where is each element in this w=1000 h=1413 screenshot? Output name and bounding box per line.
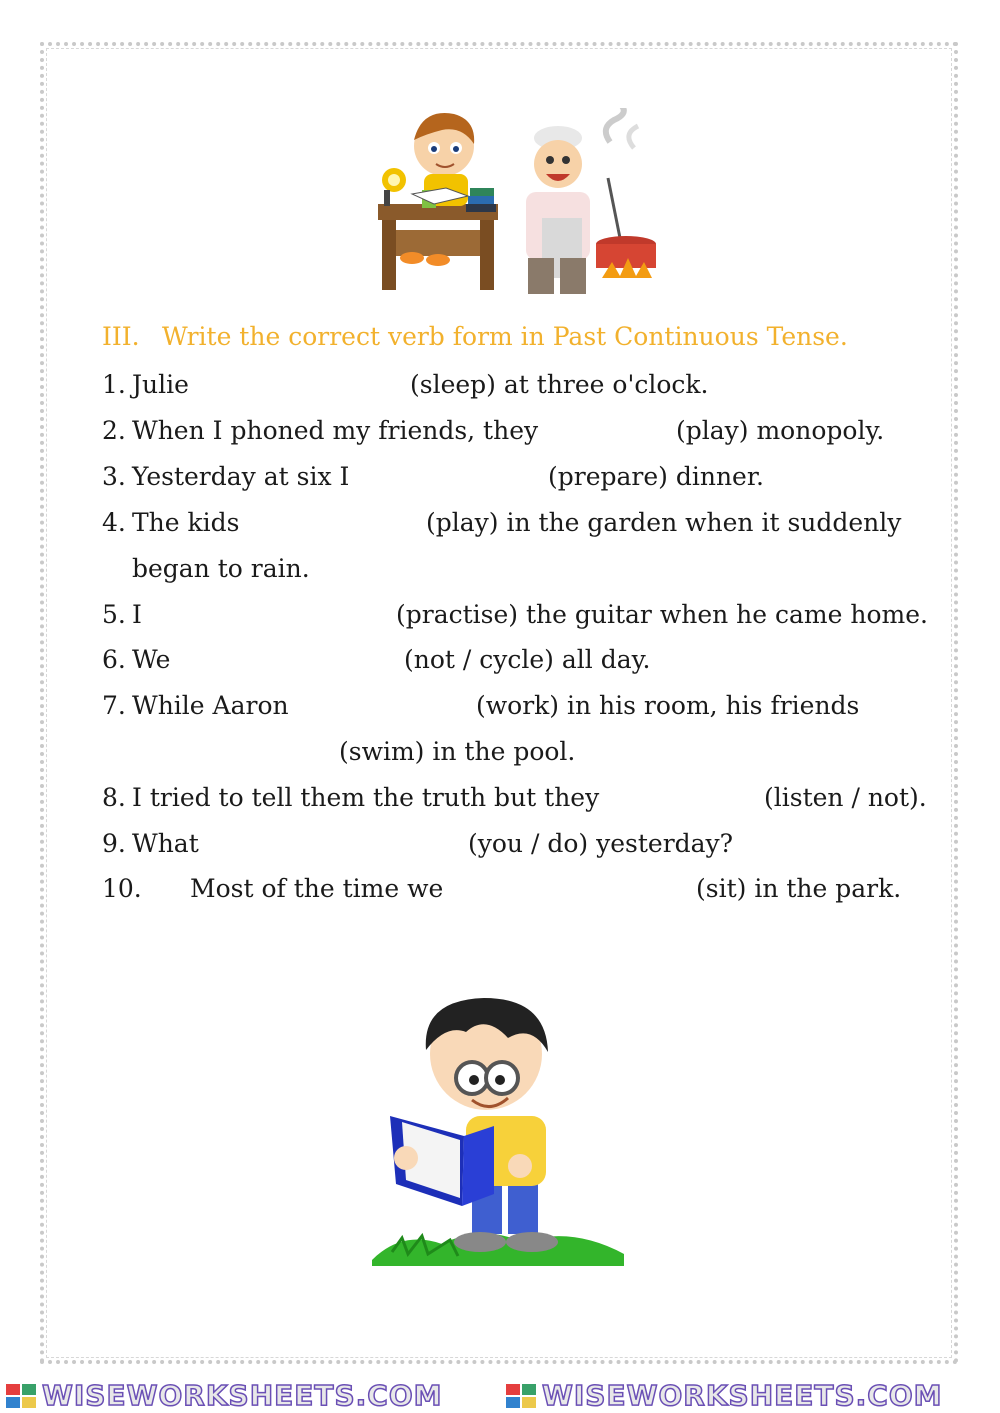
- item-number: 6.: [102, 645, 126, 674]
- item-text-before: I: [132, 600, 142, 629]
- footer-brand-strip: [0, 1376, 1000, 1413]
- item-text-before: When I phoned my friends, they: [132, 416, 539, 445]
- item-text-before: We: [132, 645, 171, 674]
- item-text-before: I tried to tell them the truth but they: [132, 783, 600, 812]
- item-hint: (prepare) dinner.: [548, 462, 765, 491]
- item-continuation: (swim) in the pool.: [339, 737, 576, 766]
- item-hint: (work) in his room, his friends: [476, 691, 860, 720]
- section-number: III.: [102, 322, 140, 351]
- item-hint: (sleep) at three o'clock.: [410, 370, 709, 399]
- desk-boy-icon: [378, 113, 498, 290]
- item-hint: (sit) in the park.: [696, 874, 902, 903]
- item-text-before: While Aaron: [132, 691, 289, 720]
- item-text-before: Julie: [132, 370, 189, 399]
- item-text-before: The kids: [132, 508, 240, 537]
- item-hint: (play) in the garden when it suddenly: [426, 508, 902, 537]
- item-hint: (listen / not).: [764, 783, 927, 812]
- item-hint: (play) monopoly.: [676, 416, 885, 445]
- section-instruction: Write the correct verb form in Past Continuous Tense.: [162, 322, 848, 351]
- footer-brand-text: WISEWORKSHEETS.COM: [42, 1379, 443, 1412]
- item-hint: (practise) the guitar when he came home.: [396, 600, 928, 629]
- item-text-before: Most of the time we: [190, 874, 444, 903]
- footer-brand-text: WISEWORKSHEETS.COM: [542, 1379, 943, 1412]
- item-number: 2.: [102, 416, 126, 445]
- item-text-before: What: [132, 829, 199, 858]
- item-hint: (you / do) yesterday?: [468, 829, 734, 858]
- section-heading: [102, 322, 848, 351]
- item-continuation: began to rain.: [132, 554, 310, 583]
- item-number: 5.: [102, 600, 126, 629]
- grandma-cooking-icon: [526, 108, 656, 294]
- item-number: 4.: [102, 508, 126, 537]
- item-number: 1.: [102, 370, 126, 399]
- item-number: 7.: [102, 691, 126, 720]
- item-hint: (not / cycle) all day.: [404, 645, 651, 674]
- wiseworksheets-logo-icon: [504, 1382, 540, 1410]
- item-number: 9.: [102, 829, 126, 858]
- studying-and-cooking-illustration: [372, 108, 656, 294]
- item-number: 8.: [102, 783, 126, 812]
- boy-reading-book-illustration: [362, 998, 634, 1270]
- item-number: 10.: [102, 874, 142, 903]
- item-text-before: Yesterday at six I: [132, 462, 350, 491]
- item-number: 3.: [102, 462, 126, 491]
- wiseworksheets-logo-icon: [4, 1382, 40, 1410]
- boy-reading-icon: [372, 998, 624, 1266]
